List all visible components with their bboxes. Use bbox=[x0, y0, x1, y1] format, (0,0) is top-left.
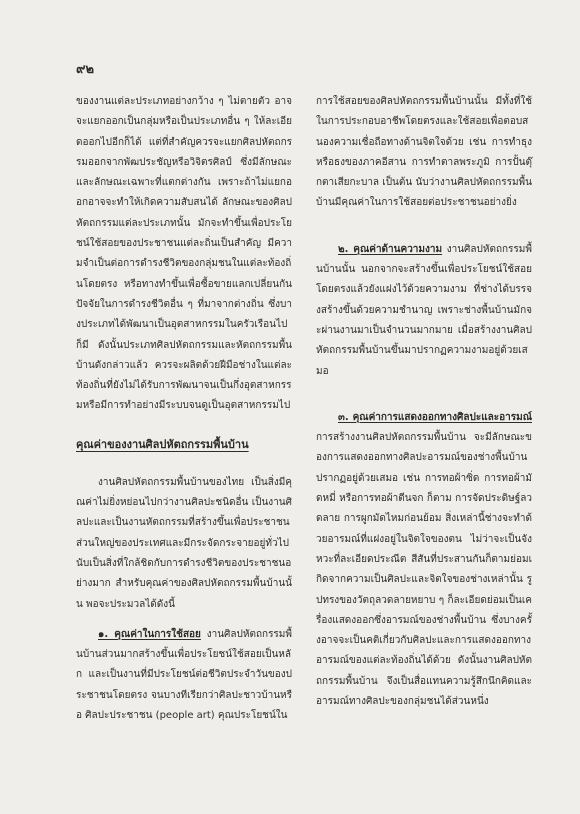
spacer bbox=[316, 382, 532, 408]
spacer bbox=[76, 455, 292, 473]
page-number: ๙๒ bbox=[76, 62, 95, 77]
left-paragraph-3 bbox=[76, 625, 292, 726]
item-2-text: งานศิลปหัตถกรรมพื้นบ้านนั้น นอกจากจะสร้างขึ้นเพื่อประโยชน์ใช้สอยโดยตรงแล้วยังแฝงไว้ด้วยความงาม ที่ช่างได้บรรจงสร้างขึ้นด้วยความชำนาญ เพราะช่างพื้นบ้านมักจะผ่านงานมาเป็นจำนวนมากมาย เมื่อสร้างงานศิลปหัตถกรรมพื้นบ้านขึ้นมาปรากฏความงามอยู่ด้วยเสมอ bbox=[316, 243, 532, 377]
item-1-lead: ๑. คุณค่าในการใช้สอย bbox=[98, 628, 201, 640]
item-3-text: การสร้างงานศิลปหัตถกรรมพื้นบ้าน จะมีลักษณะของการแสดงออกทางศิลปะอารมณ์ของช่างพื้นบ้านปรากฏอยู่ด้วยเสมอ เช่น การทอผ้าซิ่ด การทอผ้ามัดหมี่ หรือการทอผ้าตีนจก ก็ตาม การจัดประดิษฐ์ลวดลาย การผูกมัดไหมก่อนย้อม สิ่งเหล่านี้ช่างจะทำด้วยอารมณ์ที่แฝงอยู่ในจิตใจของตน ไม่ว่าจะเป็นจังหวะที่ละเอียดประณีต สีสันที่ประสานกันก็ตามย่อมเกิดจากความเป็นศิลปะและจิตใจของช่างเหล่านั้น รูปทรงของวัตถุลวดลายหยาบ ๆ ก็ละเอียดย่อมเป็นเครื่องแสดงออกซึ่งอารมณ์ของช่างพื้นบ้าน ซึ่งบางครั้งอาจจะเป็นคติเกี่ยวกับศิลปะและการแสดงออกทางอารมณ์ของแต่ละท้องถิ่นได้ด้วย ดังนั้นงานศิลปหัตถกรรมพื้นบ้าน จึงเป็นสื่อแทนความรู้สึกนึกคิดและอารมณ์ทางศิลปะของกลุ่มชนได้ส่วนหนึ่ง bbox=[316, 432, 532, 708]
item-3-lead: ๓. คุณค่าการแสดงออกทางศิลปะและอารมณ์ bbox=[338, 411, 532, 423]
right-paragraph-1: การใช้สอยของศิลปหัตถกรรมพื้นบ้านนั้น มีทั้งที่ใช้ในการประกอบอาชีพโดยตรงและใช้สอยเพื่อตอบสนองความเชื่อถือทางด้านจิตใจด้วย เช่น การทำธุงหรือธงของภาคอีสาน การทำตาลพระภูมิ การปั้นตุ๊กตาเสียกะบาล เป็นต้น นับว่างานศิลปหัตถกรรมพื้นบ้านมีคุณค่าในการใช้สอยต่อประชาชนอย่างยิ่ง bbox=[316, 96, 532, 209]
spacer bbox=[316, 214, 532, 240]
left-paragraph-1: ของงานแต่ละประเภทอย่างกว้าง ๆ ไม่ตายตัว อาจจะแยกออกเป็นกลุ่มหรือเป็นประเภทอื่น ๆ ให้ละเอียดออกไปอีกก็ได้ แต่ที่สำคัญควรจะแยกศิลปหัตถกรรมออกจากพัฒประชัญหรือวิจิตรศิลป์ ซึ่งมีลักษณะและลักษณะเฉพาะที่แตกต่างกัน เพราะถ้าไม่แยกออกอาจจะทำให้เกิดความสับสนได้ ลักษณะของศิลปหัตถกรรมแต่ละประเภทนั้น มักจะทำขึ้นเพื่อประโยชน์ใช้สอยของประชาชนแต่ละถิ่นเป็นสำคัญ มีความจำเป็นต่อการดำรงชีวิตของกลุ่มชนในแต่ละท้องถิ่นโดยตรง หรือทางทำขึ้นเพื่อซื้อขายแลกเปลี่ยนกัน ปัจจัยในการดำรงชีวิตอื่น ๆ ที่มาจากต่างถิ่น ซึ่งบางประเภทได้พัฒนาเป็นอุตสาหกรรมในครัวเรือนไปก็มี ดังนั้นประเภทศิลปหัตถกรรมและหัตถกรรมพื้นบ้านดังกล่าวแล้ว ควรจะผลิตด้วยฝีมือช่างในแต่ละท้องถิ่นที่ยังไม่ได้รับการพัฒนาจนเป็นกึ่งอุตสาหกรรมหรือมีการทำอย่างมีระบบจนดูเป็นอุตสาหกรรมไป bbox=[76, 96, 292, 412]
item-1-text: งานศิลปหัตถกรรมพื้นบ้านส่วนมากสร้างขึ้นเพื่อประโยชน์ใช้สอยเป็นหลัก และเป็นงานที่มีประโยชน์ต่อชีวิตประจำวันของประชาชนโดยตรง จนบางทีเรียกว่าศิลปะชาวบ้านหรือ ศิลปะประชาชน (people art) คุณประโยชน์ใน bbox=[76, 628, 292, 722]
right-paragraph-2 bbox=[316, 240, 532, 382]
right-column bbox=[316, 92, 532, 712]
spacer bbox=[76, 417, 292, 435]
item-2-lead: ๒. คุณค่าด้านความงาม bbox=[338, 243, 443, 255]
section-heading: คุณค่าของงานศิลปหัตถกรรมพื้นบ้าน bbox=[76, 437, 249, 451]
right-paragraph-3 bbox=[316, 408, 532, 712]
spacer bbox=[76, 615, 292, 625]
left-column bbox=[76, 92, 292, 726]
left-paragraph-2: งานศิลปหัตถกรรมพื้นบ้านของไทย เป็นสิ่งมีคุณค่าไม่ยิ่งหย่อนไปกว่างานศิลปะชนิดอื่น เป็นงานศิลปะและเป็นงานหัตถกรรมที่สร้างขึ้นเพื่อประชาชนส่วนใหญ่ของประเทศและมีกระจัดกระจายอยู่ทั่วไป นับเป็นสิ่งที่ใกล้ชิดกับการดำรงชีวิตของประชาชนอย่างมาก สำหรับคุณค่าของศิลปหัตถกรรมพื้นบ้านนั้น พอจะประมวลได้ดังนี้ bbox=[76, 476, 292, 610]
